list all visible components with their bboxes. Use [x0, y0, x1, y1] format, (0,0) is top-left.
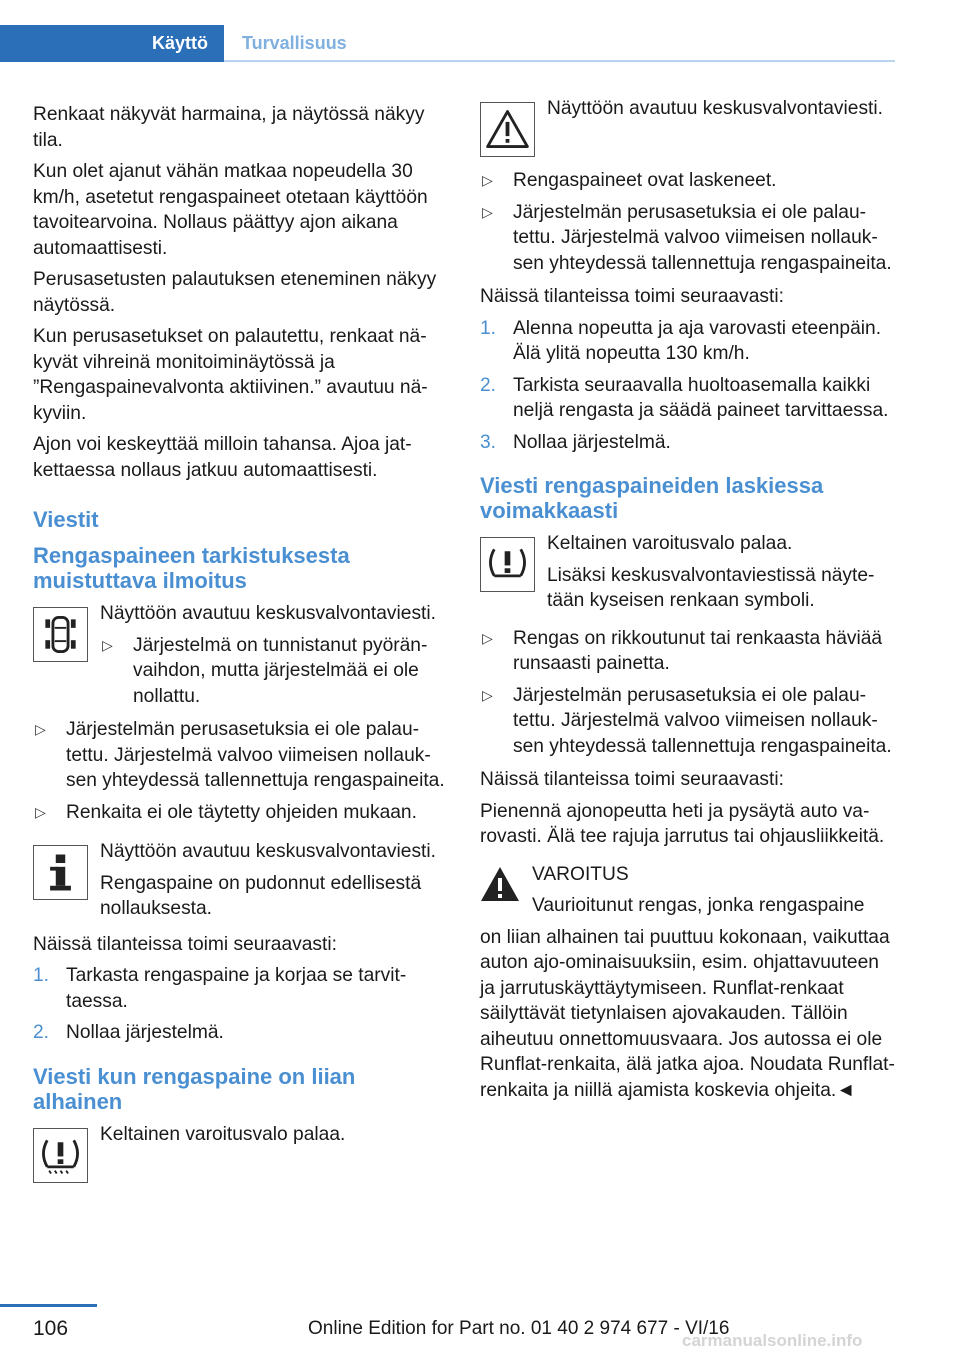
list-item: 2. Tarkista seuraavalla huoltoasemalla kaikki neljä rengasta ja säädä paineet tarvittaessa. — [480, 374, 889, 421]
tab-turvallisuus[interactable]: Turvallisuus — [242, 33, 347, 53]
triangle-bullet-icon: ▷ — [482, 172, 493, 188]
notice-text: Näyttöön avautuu keskusvalvontaviesti. — [100, 603, 436, 624]
paragraph: Renkaat näkyvät harmaina, ja näytössä näkyy tila. — [33, 104, 425, 151]
notice-text: Näyttöön avautuu keskusvalvontaviesti. — [547, 98, 883, 119]
list-item: ▷ Rengaspaineet ovat laskeneet. — [480, 168, 896, 194]
page-number: 106 — [33, 1317, 69, 1340]
tyre-pressure-warning-icon — [480, 537, 535, 592]
list-item: 2. Nollaa järjestelmä. — [33, 1022, 224, 1043]
subsection-title: Rengaspaineen tarkistuksesta muistuttava ilmoitus — [33, 543, 350, 593]
triangle-bullet-icon: ▷ — [102, 636, 113, 653]
header-divider — [224, 60, 895, 62]
notice-text: Näyttöön avautuu keskusvalvontaviesti. — [100, 841, 436, 862]
list-item: 3. Nollaa järjestelmä. — [480, 431, 671, 453]
paragraph: Näissä tilanteissa toimi seuraavasti: — [33, 933, 337, 955]
edition-label: Online Edition for Part no. 01 40 2 974 677 - VI/16 — [308, 1318, 730, 1339]
list-item: ▷ Järjestelmän perusasetuksia ei ole palautettu. Järjestelmä valvoo viimeisen nollauksen yhteydessä tallennettuja rengaspaineita. — [482, 684, 892, 757]
tab-kaytto[interactable]: Käyttö — [0, 25, 224, 62]
warning-light-notice — [480, 531, 896, 614]
list-item: ▷ Järjestelmän perusasetuksia ei ole palautettu. Järjestelmä valvoo viimeisen nollauksen yhteydessä tallennettuja rengaspaineita. — [482, 201, 892, 274]
list-item: ▷ Järjestelmä on tunnistanut pyöränvaihdon, mutta järjestelmää ei ole nollattu. — [102, 634, 428, 707]
footer-divider — [0, 1304, 97, 1307]
list-item: ▷ Renkaita ei ole täytetty ohjeiden mukaan. — [33, 800, 449, 826]
bullet-list — [480, 626, 896, 760]
warning-text: Vaurioitunut rengas, jonka rengaspaine — [532, 895, 865, 916]
paragraph: Pienennä ajonopeutta heti ja pysäytä auto varovasti. Älä tee rajuja jarrutus tai ohjausliikkeitä. — [480, 800, 885, 847]
notice-text: Lisäksi keskusvalvontaviestissä näytetään kyseisen renkaan symboli. — [547, 564, 875, 611]
bullet-list — [100, 633, 449, 710]
numbered-list — [480, 316, 896, 456]
section-title: Viestit — [33, 507, 99, 532]
notice-text: Keltainen varoitusvalo palaa. — [547, 533, 793, 554]
warning-triangle-icon — [480, 102, 535, 157]
subsection-title: Viesti kun rengaspaine on liian alhainen — [33, 1063, 356, 1114]
car-status-notice — [33, 601, 449, 709]
triangle-bullet-icon: ▷ — [482, 629, 493, 646]
subsection-title: Viesti rengaspaineiden laskiessa voimakkaasti — [480, 473, 824, 523]
triangle-bullet-icon: ▷ — [35, 803, 46, 820]
watermark: carmanualsonline.info — [682, 1331, 863, 1350]
list-item: 1. Tarkasta rengaspaine ja korjaa se tarvittaessa. — [33, 965, 407, 1012]
warning-title: VAROITUS — [532, 863, 629, 885]
info-notice — [33, 839, 449, 922]
triangle-bullet-icon: ▷ — [482, 203, 493, 220]
warning-notice — [480, 96, 896, 154]
numbered-list — [33, 963, 449, 1046]
list-item: ▷ Järjestelmän perusasetuksia ei ole palautettu. Järjestelmä valvoo viimeisen nollauksen yhteydessä tallennettuja rengaspaineita. — [35, 719, 445, 791]
list-item: ▷ Rengas on rikkoutunut tai renkaasta häviää runsaasti painetta. — [482, 627, 883, 674]
list-item: 1. Alenna nopeutta ja aja varovasti eteenpäin. Älä ylitä nopeutta 130 km/h. — [480, 317, 882, 364]
warning-light-notice — [33, 1122, 449, 1180]
paragraph: Kun perusasetukset on palautettu, renkaat näkyvät vihreinä monitoiminäytössä ja ”Rengaspainevalvonta aktiivinen.” avautuu näkyviin. — [33, 326, 428, 424]
page-header — [0, 25, 895, 62]
tyre-pressure-warning-icon — [33, 1128, 88, 1183]
triangle-bullet-icon: ▷ — [35, 721, 46, 737]
paragraph: Ajon voi keskeyttää milloin tahansa. Ajoa jatkettaessa nollaus jatkuu automaattisesti. — [33, 434, 412, 481]
notice-text: Rengaspaine on pudonnut edellisestä nollauksesta. — [100, 872, 422, 919]
paragraph: Näissä tilanteissa toimi seuraavasti: — [480, 286, 784, 307]
bullet-list — [33, 717, 449, 825]
left-column — [33, 102, 449, 1188]
warning-triangle-icon — [480, 866, 520, 902]
car-tyre-status-icon — [33, 607, 88, 662]
paragraph: Kun olet ajanut vähän matkaa nopeudella 30 km/h, asetetut rengaspaineet otetaan käyttöön tavoitearvoina. Nollaus päättyy ajon aikana automaattisesti. — [33, 161, 428, 259]
bullet-list — [480, 168, 896, 276]
paragraph: Näissä tilanteissa toimi seuraavasti: — [480, 769, 784, 790]
notice-text: Keltainen varoitusvalo palaa. — [100, 1123, 346, 1145]
warning-text: on liian alhainen tai puuttuu kokonaan, vaikuttaa auton ajo-ominaisuuksiin, esim. ohjattavuuteen ja jarrutuskäyttäytymiseen. Runflat-renkaat säilyttävät tietynlaisen ajovakauden. Tällöin aiheutuu onnettomuusvaara. Jos autossa ei ole Runflat-renkaita, älä jatka ajoa. Noudata Runflat-renkaita ja niillä ajamista koskevia ohjeita.◄ — [480, 926, 895, 1101]
right-column — [480, 98, 896, 1103]
triangle-bullet-icon: ▷ — [482, 686, 493, 703]
paragraph: Perusasetusten palautuksen eteneminen näkyy näytössä. — [33, 269, 437, 316]
warning-box — [480, 862, 896, 1104]
info-icon — [33, 845, 88, 900]
